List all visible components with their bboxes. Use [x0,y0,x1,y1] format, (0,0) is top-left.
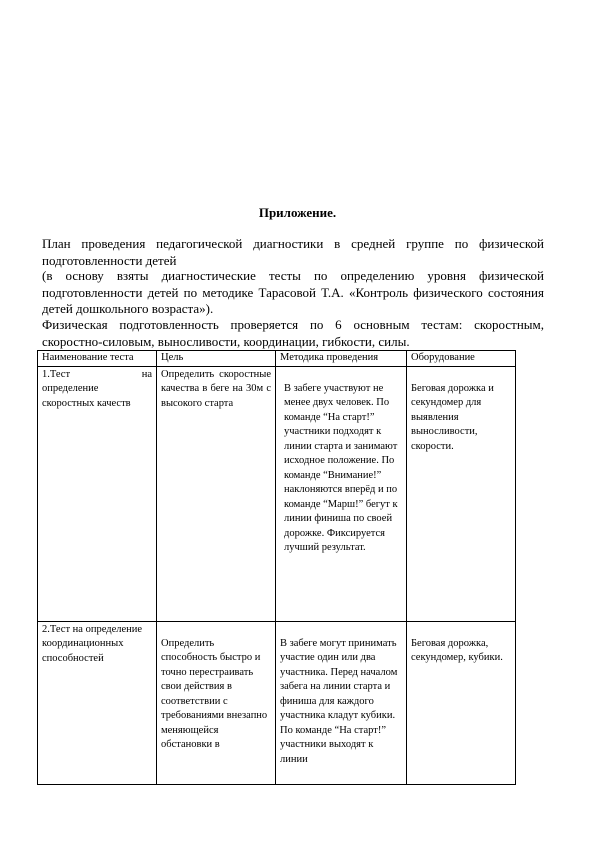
header-goal: Цель [157,351,276,367]
equipment-text: Беговая дорожка, секундомер, кубики. [411,637,503,663]
test-name-rest: определение скоростных качеств [42,383,131,409]
test-name-cell [38,366,157,621]
goal-cell: Определить скоростные качества в беге на 30м с высокого старта [157,366,276,621]
table-row [38,621,516,784]
method-text: В забеге могут принимать участие один или два участника. Перед началом забега на линии старта и финиша для каждого участника кладут кубики. По команде “На старт!” участники выходят к линии [280,637,398,765]
test-name-preposition: на [141,368,152,380]
basis-paragraph: (в основу взяты диагностические тесты по определению уровня физической подготовленности детей по методике Тарасовой Т.А. «Контроль физического состояния детей дошкольного возраста»). [42,268,544,316]
goal-cell [157,621,276,784]
method-text: В забеге участвуют не менее двух человек. По команде “На старт!” участники подходят к линии старта и занимают исходное положение. По команде “Внимание!” наклоняются вперёд и по команде “Марш!” бегут к линии финиша по своей дорожке. Фиксируется лучший результат. [284,382,398,553]
equipment-cell [407,366,516,621]
tests-paragraph: Физическая подготовленность проверяется по 6 основным тестам: скоростным, скоростно-силовым, выносливости, координации, гибкости, силы. [42,317,544,349]
method-spacer [280,368,402,382]
equipment-cell [407,621,516,784]
equipment-spacer [411,368,511,382]
table-header-row [38,351,516,367]
equipment-text: Беговая дорожка и секундомер для выявления выносливости, скорости. [411,382,494,452]
header-method: Методика проведения [276,351,407,367]
test-name-cell: 2.Тест на определение координационных способностей [38,621,157,784]
document-title: Приложение. [258,205,337,220]
goal-text: Определить способность быстро и точно перестраивать свои действия в соответствии с требованиями внезапно меняющейся обстановки в [161,637,268,750]
method-cell [276,366,407,621]
header-equipment: Оборудование [407,351,516,367]
test-name-first-line [42,368,152,383]
table-row [38,366,516,621]
test-name-number: 1.Тест [42,368,71,380]
equipment-spacer [411,623,511,637]
intro-paragraph: План проведения педагогической диагностики в средней группе по физической подготовленности детей [42,236,544,268]
method-spacer [280,623,402,637]
method-cell [276,621,407,784]
goal-spacer [161,623,271,637]
diagnostics-table [37,350,516,785]
header-test-name: Наименование теста [38,351,157,367]
